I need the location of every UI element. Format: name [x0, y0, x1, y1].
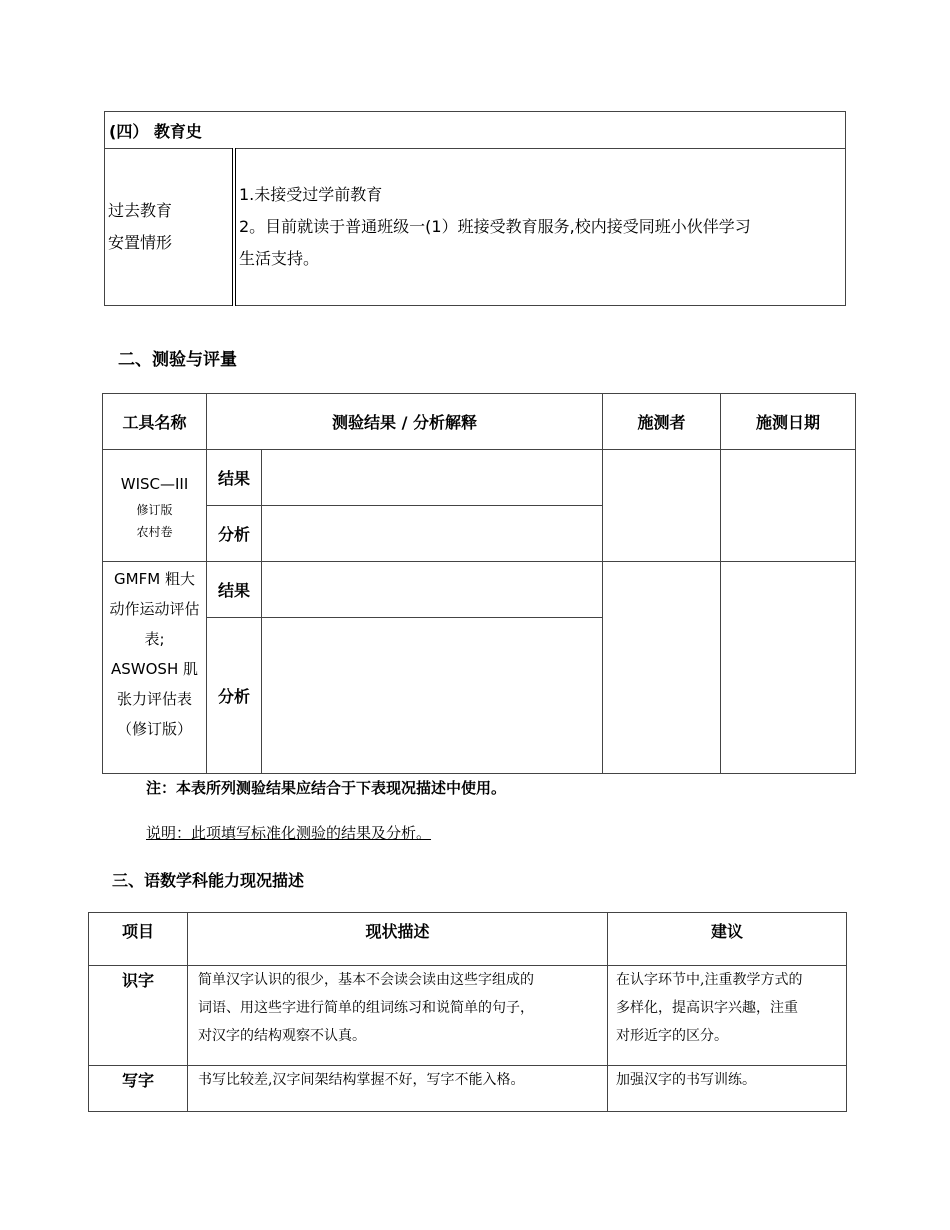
header-status: 现状描述: [188, 913, 608, 966]
placement-description: [234, 149, 846, 306]
tool-gmfm: [103, 562, 207, 774]
header-tester: 施测者: [603, 394, 721, 450]
table-row: [89, 1066, 847, 1112]
row-item-writing: 写字: [89, 1066, 188, 1112]
row-desc-literacy: [188, 966, 608, 1066]
gmfm-analysis-cell: [262, 618, 603, 774]
gmfm-result-cell: [262, 562, 603, 618]
assessment-table: [102, 393, 856, 774]
suggestion-line: 在认字环节中,注重教学方式的: [616, 972, 803, 988]
wisc-analysis-label: 分析: [207, 506, 262, 562]
gmfm-analysis-label: 分析: [207, 618, 262, 774]
gmfm-date-cell: [721, 562, 856, 774]
tool-wisc-sub1: 修订版: [136, 502, 173, 517]
suggestion-line: 对形近字的区分。: [616, 1028, 728, 1044]
placement-label: [105, 149, 235, 306]
education-history-heading: (四） 教育史: [105, 112, 846, 149]
tool-gmfm-line5: 张力评估表: [116, 690, 192, 708]
row-suggestion-writing: [608, 1066, 847, 1112]
row-item-literacy: 识字: [89, 966, 188, 1066]
wisc-analysis-cell: [262, 506, 603, 562]
wisc-tester-cell: [603, 450, 721, 562]
ability-table: [88, 912, 847, 1112]
tool-wisc: [103, 450, 207, 562]
placement-line2: 2。目前就读于普通班级一(1）班接受教育服务,校内接受同班小伙伴学习: [239, 217, 751, 236]
wisc-date-cell: [721, 450, 856, 562]
table-row: [89, 966, 847, 1066]
section2-title: 二、测验与评量: [118, 350, 237, 370]
suggestion-line: 加强汉字的书写训练。: [616, 1072, 756, 1088]
placement-label-line2: 安置情形: [108, 233, 173, 252]
explain-note: 说明：此项填写标准化测验的结果及分析。: [146, 824, 432, 842]
tool-gmfm-line6: （修订版）: [116, 720, 192, 738]
row-desc-writing: [188, 1066, 608, 1112]
section3-title: 三、语数学科能力现况描述: [112, 871, 305, 890]
row-suggestion-literacy: [608, 966, 847, 1066]
desc-line: 简单汉字认识的很少，基本不会读会读由这些字组成的: [198, 972, 534, 988]
table-note: 注：本表所列测验结果应结合于下表现况描述中使用。: [146, 779, 507, 797]
header-result-analysis: 测验结果 / 分析解释: [207, 394, 603, 450]
suggestion-line: 多样化，提高识字兴趣，注重: [616, 1000, 798, 1016]
wisc-result-label: 结果: [207, 450, 262, 506]
placement-line1: 1.未接受过学前教育: [239, 185, 383, 204]
tool-gmfm-line2: 动作运动评估: [109, 600, 200, 618]
tool-wisc-name: WISC—III: [120, 474, 189, 493]
tool-gmfm-line3: 表;: [144, 630, 165, 648]
tool-wisc-sub2: 农村卷: [136, 524, 173, 539]
desc-line: 对汉字的结构观察不认真。: [198, 1028, 366, 1044]
placement-label-line1: 过去教育: [108, 201, 173, 220]
gmfm-result-label: 结果: [207, 562, 262, 618]
gmfm-tester-cell: [603, 562, 721, 774]
header-test-date: 施测日期: [721, 394, 856, 450]
education-history-table: [104, 111, 846, 306]
tool-gmfm-line4: ASWOSH 肌: [111, 660, 198, 678]
tool-gmfm-line1: GMFM 粗大: [114, 570, 195, 588]
placement-line3: 生活支持。: [239, 249, 320, 268]
desc-line: 书写比较差,汉字间架结构掌握不好，写字不能入格。: [198, 1072, 525, 1088]
wisc-result-cell: [262, 450, 603, 506]
desc-line: 词语、用这些字进行简单的组词练习和说简单的句子，: [198, 1000, 534, 1016]
header-tool-name: 工具名称: [103, 394, 207, 450]
header-item: 项目: [89, 913, 188, 966]
header-suggestion: 建议: [608, 913, 847, 966]
